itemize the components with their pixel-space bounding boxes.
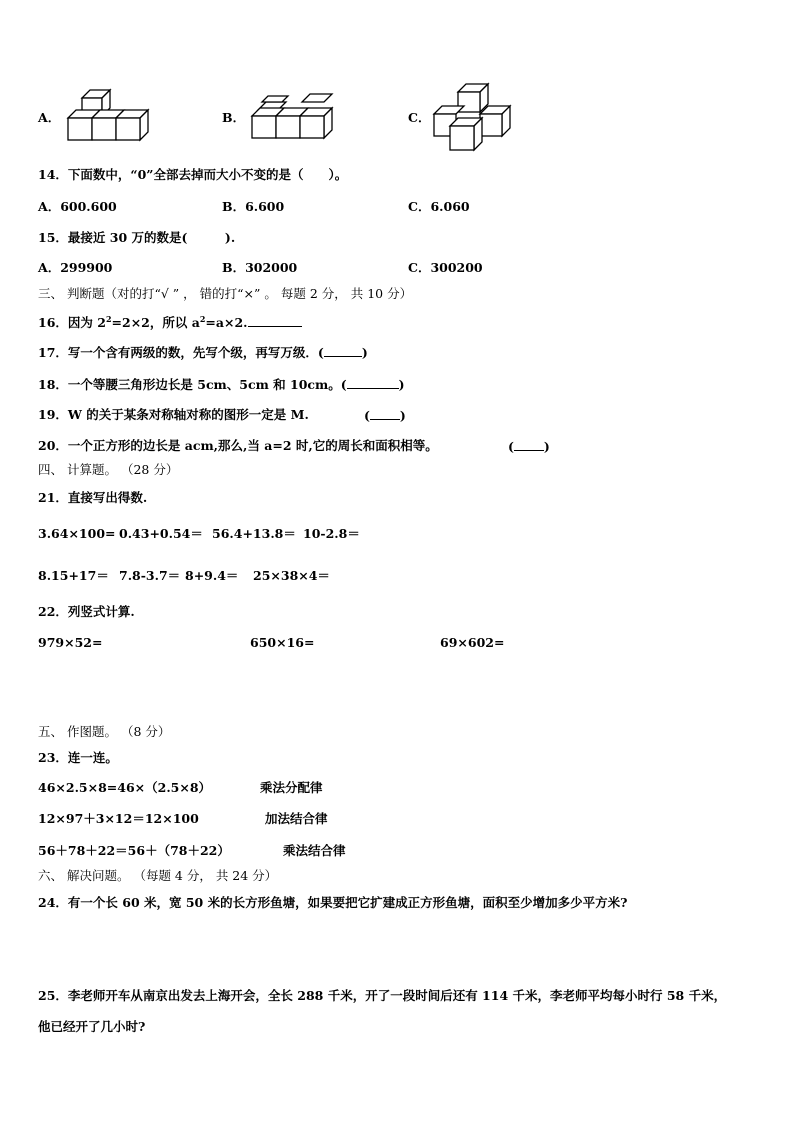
q16-text-mid: =2×2，所以 a (111, 315, 200, 330)
q21-item-7: 8+9.4＝ (185, 568, 239, 583)
q18-question (38, 376, 405, 393)
q21-item-4: 10-2.8＝ (303, 526, 360, 541)
q20-answer-blank[interactable] (514, 438, 544, 451)
q13-option-b-label: B． (222, 110, 246, 125)
q22-item-3: 69×602= (440, 635, 505, 650)
q19-close-paren: ) (399, 408, 406, 423)
q20-open-paren: ( (508, 439, 514, 454)
q21-item-3: 56.4+13.8＝ (212, 526, 296, 541)
q24-question: 24．有一个长 60 米，宽 50 米的长方形鱼塘，如果要把它扩建成正方形鱼塘，面积至少增加多少平方米? (38, 895, 628, 910)
q16-text-pre: 16．因为 2 (38, 315, 106, 330)
q16-text-post: =a×2. (205, 315, 248, 330)
q19-open-paren: ( (364, 408, 370, 423)
q23-left-item-3: 56＋78＋22＝56＋（78＋22） (38, 843, 230, 858)
q25-question-line-2: 他已经开了几小时? (38, 1019, 146, 1034)
q22-item-1: 979×52= (38, 635, 103, 650)
q17-close-paren: ) (361, 345, 368, 360)
q21-item-8: 25×38×4＝ (253, 568, 330, 583)
q25-question-line-1: 25．李老师开车从南京出发去上海开会，全长 288 千米，开了一段时间后还有 114 千米，李老师平均每小时行 58 千米， (38, 988, 727, 1003)
q21-question: 21．直接写出得数. (38, 490, 148, 505)
q17-answer-blank[interactable] (324, 344, 362, 357)
q23-right-item-2: 加法结合律 (265, 811, 328, 826)
q15-option-a: A．299900 (38, 260, 113, 275)
section-3-title: 三、 判断题（对的打“√ ” ， 错的打“×” 。 每题 2 分， 共 10 分） (38, 286, 413, 301)
q23-left-item-2: 12×97＋3×12＝12×100 (38, 811, 199, 826)
q16-question (38, 314, 302, 331)
q18-close-paren: ) (398, 377, 405, 392)
q14-option-a: A．600.600 (38, 199, 117, 214)
q19-answer-blank[interactable] (370, 407, 400, 420)
q15-question: 15．最接近 30 万的数是( ). (38, 230, 236, 245)
q16-answer-blank[interactable] (248, 314, 302, 327)
q17-question (38, 344, 368, 361)
q20-question: 20．一个正方形的边长是 acm,那么,当 a=2 时,它的周长和面积相等。 (38, 438, 438, 453)
q23-right-item-1: 乘法分配律 (260, 780, 323, 795)
q19-question: 19．W 的关于某条对称轴对称的图形一定是 M. (38, 407, 309, 422)
q22-question: 22．列竖式计算. (38, 604, 135, 619)
section-5-title: 五、 作图题。 （8 分） (38, 724, 171, 739)
q21-item-5: 8.15+17＝ (38, 568, 109, 583)
q13-option-c-figure (430, 80, 516, 154)
q16-exponent-2: 2 (199, 314, 206, 324)
q18-answer-blank[interactable] (347, 376, 399, 389)
q20-answer-paren (508, 438, 550, 455)
q20-close-paren: ) (543, 439, 550, 454)
q21-item-6: 7.8-3.7＝ (119, 568, 181, 583)
q13-option-a-figure (66, 88, 156, 146)
q13-option-a-label: A． (38, 110, 61, 125)
q14-question: 14．下面数中，“0”全部去掉而大小不变的是（ ）。 (38, 167, 348, 182)
section-4-title: 四、 计算题。 （28 分） (38, 462, 179, 477)
q13-option-b-figure (248, 88, 340, 146)
q23-question: 23．连一连。 (38, 750, 118, 765)
q14-option-b: B．6.600 (222, 199, 285, 214)
q18-text: 18．一个等腰三角形边长是 5cm、5cm 和 10cm。( (38, 377, 347, 392)
q17-text: 17．写一个含有两级的数，先写个级，再写万级．( (38, 345, 324, 360)
q22-item-2: 650×16= (250, 635, 315, 650)
section-6-title: 六、 解决问题。 （每题 4 分， 共 24 分） (38, 868, 278, 883)
q23-right-item-3: 乘法结合律 (283, 843, 346, 858)
q21-item-1: 3.64×100= (38, 526, 116, 541)
q14-option-c: C．6.060 (408, 199, 470, 214)
q21-item-2: 0.43+0.54＝ (119, 526, 203, 541)
q23-left-item-1: 46×2.5×8=46×（2.5×8） (38, 780, 212, 795)
q16-exponent-1: 2 (105, 314, 112, 324)
q19-answer-paren (364, 407, 406, 424)
q15-option-c: C．300200 (408, 260, 483, 275)
q13-option-c-label: C． (408, 110, 431, 125)
q15-option-b: B．302000 (222, 260, 298, 275)
